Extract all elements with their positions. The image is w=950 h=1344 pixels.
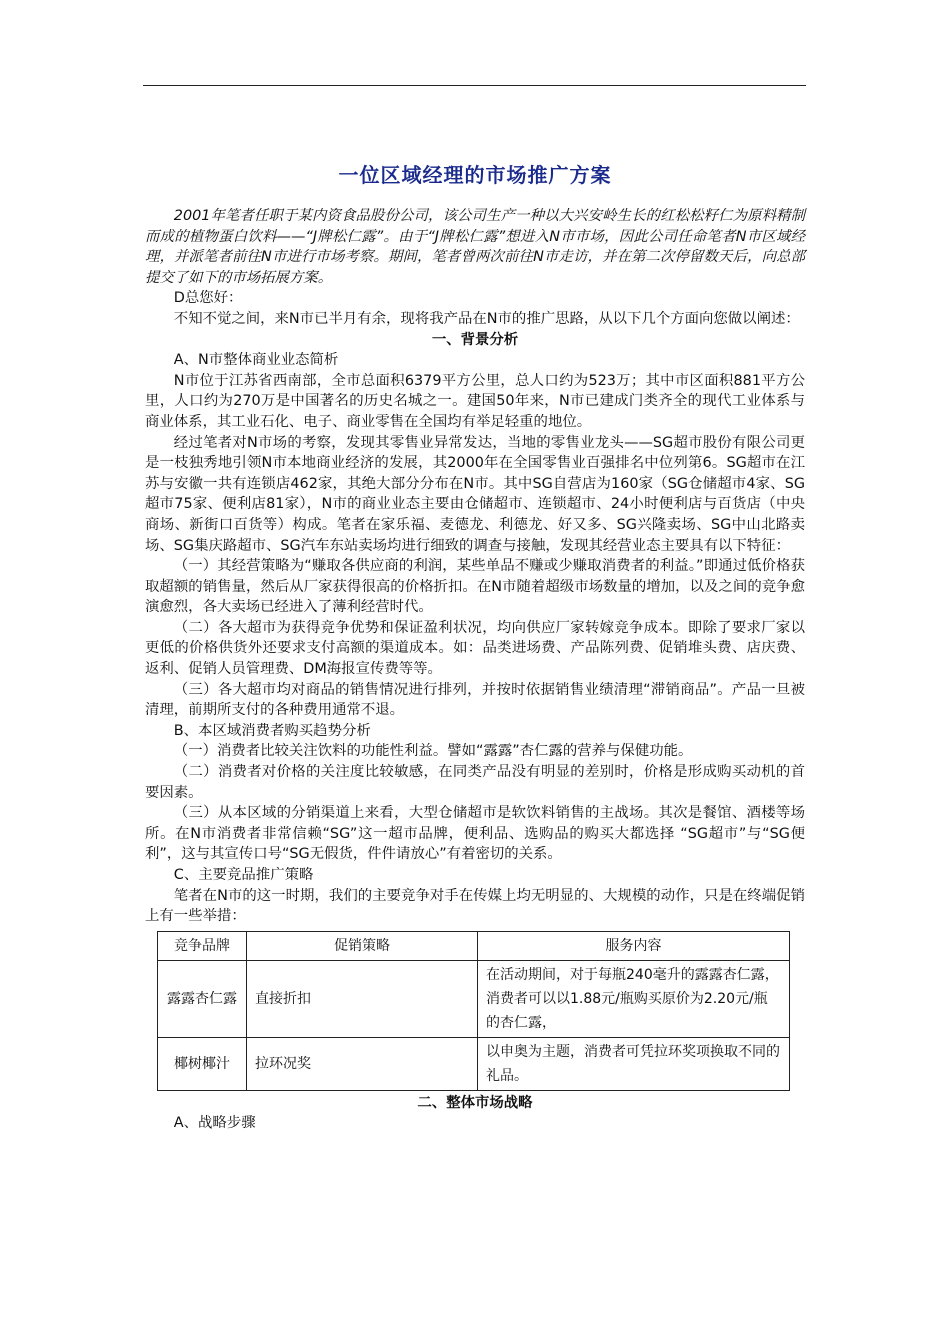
subheading-c: C、主要竞品推广策略 bbox=[173, 867, 314, 883]
paragraph: 笔者在N市的这一时期，我们的主要竞争对手在传媒上均无明显的、大规模的动作，只是在终端促销上有一些举措： bbox=[145, 887, 805, 925]
document-body bbox=[145, 160, 805, 1134]
paragraph: （三）从本区域的分销渠道上来看，大型仓储超市是软饮料销售的主战场。其次是餐馆、酒楼等场所。在N市消费者非常信赖“SG”这一超市品牌，便利品、选购品的购买大都选择 “SG超市”与“SG便利”，这与其宣传口号“SG无假货，件件请放心”有着密切的关系。 bbox=[145, 805, 805, 863]
paragraph: （一）消费者比较关注饮料的功能性利益。譬如“露露”杏仁露的营养与保健功能。 bbox=[173, 743, 693, 760]
header-rule bbox=[143, 85, 806, 86]
table-cell-service: 以申奥为主题，消费者可凭拉环奖项换取不同的礼品。 bbox=[478, 1037, 790, 1090]
opening-paragraph: 不知不觉之间，来N市已半月有余，现将我产品在N市的推广思路，从以下几个方面向您做以阐述： bbox=[173, 310, 800, 327]
paragraph: （二）消费者对价格的关注度比较敏感，在同类产品没有明显的差别时，价格是形成购买动机的首要因素。 bbox=[145, 764, 805, 801]
paragraph: （三）各大超市均对商品的销售情况进行排列，并按时依据销售业绩清理“滞销商品”。产品一旦被清理，前期所支付的各种费用通常不退。 bbox=[145, 681, 805, 719]
table-header: 促销策略 bbox=[247, 931, 478, 960]
paragraph: （一）其经营策略为“赚取各供应商的利润，某些单品不赚或少赚取消费者的利益。”即通过低价格获取超额的销售量，然后从厂家获得很高的价格折扣。在N市随着超级市场数量的增加，以及之间的竞争愈演愈烈，各大卖场已经进入了薄利经营时代。 bbox=[145, 558, 805, 616]
section-heading-strategy: 二、整体市场战略 bbox=[417, 1094, 533, 1111]
table-row bbox=[158, 960, 790, 1037]
table-cell-promo: 直接折扣 bbox=[247, 960, 478, 1037]
greeting: D总您好： bbox=[173, 290, 243, 307]
table-cell-service: 在活动期间，对于每瓶240毫升的露露杏仁露，消费者可以以1.88元/瓶购买原价为2.20元/瓶的杏仁露， bbox=[478, 960, 790, 1037]
table-header-row bbox=[158, 931, 790, 960]
document-title: 一位区域经理的市场推广方案 bbox=[338, 163, 612, 187]
table-cell-brand: 椰树椰汁 bbox=[158, 1037, 247, 1090]
intro-paragraph: 2001年笔者任职于某内资食品股份公司，该公司生产一种以大兴安岭生长的红松松籽仁为原料精制而成的植物蛋白饮料——“J牌松仁露”。由于“J牌松仁露”想进入N市市场，因此公司任命笔者N市区域经理，并派笔者前往N市进行市场考察。期间，笔者曾两次前往N市走访，并在第二次停留数天后，向总部提交了如下的市场拓展方案。 bbox=[145, 208, 805, 286]
table-row bbox=[158, 1037, 790, 1090]
paragraph: 经过笔者对N市场的考察，发现其零售业异常发达，当地的零售业龙头——SG超市股份有限公司更是一枝独秀地引领N市本地商业经济的发展，其2000年在全国零售业百强排名中位列第6。SG超市在江苏与安徽一共有连锁店462家，其绝大部分分布在N市。其中SG自营店为160家（SG仓储超市4家、SG超市75家、便利店81家），N市的商业业态主要由仓储超市、连锁超市、24小时便利店与百货店（中央商场、新街口百货等）构成。笔者在家乐福、麦德龙、利德龙、好又多、SG兴隆卖场、SG中山北路卖场、SG集庆路超市、SG汽车东站卖场均进行细致的调查与接触，发现其经营业态主要具有以下特征： bbox=[145, 434, 805, 554]
table-cell-promo: 拉环况奖 bbox=[247, 1037, 478, 1090]
subheading-strategy-steps: A、战略步骤 bbox=[173, 1115, 256, 1132]
subheading-b: B、本区域消费者购买趋势分析 bbox=[173, 722, 371, 739]
subheading-a: A、N市整体商业业态简析 bbox=[173, 352, 339, 369]
table-header: 竞争品牌 bbox=[158, 931, 247, 960]
section-heading-background: 一、背景分析 bbox=[431, 331, 519, 348]
paragraph: （二）各大超市为获得竞争优势和保证盈利状况，均向供应厂家转嫁竞争成本。即除了要求厂家以更低的价格供货外还要求支付高额的渠道成本。如：品类进场费、产品陈列费、促销堆头费、店庆费、返利、促销人员管理费、DM海报宣传费等等。 bbox=[145, 619, 805, 678]
competitor-table bbox=[157, 931, 790, 1091]
table-header: 服务内容 bbox=[478, 931, 790, 960]
table-cell-brand: 露露杏仁露 bbox=[158, 960, 247, 1037]
paragraph: N市位于江苏省西南部，全市总面积6379平方公里，总人口约为523万；其中市区面积881平方公里，人口约为270万是中国著名的历史名城之一。建国50年来，N市已建成门类齐全的现代工业体系与商业体系，其工业石化、电子、商业零售在全国均有举足轻重的地位。 bbox=[145, 372, 805, 430]
